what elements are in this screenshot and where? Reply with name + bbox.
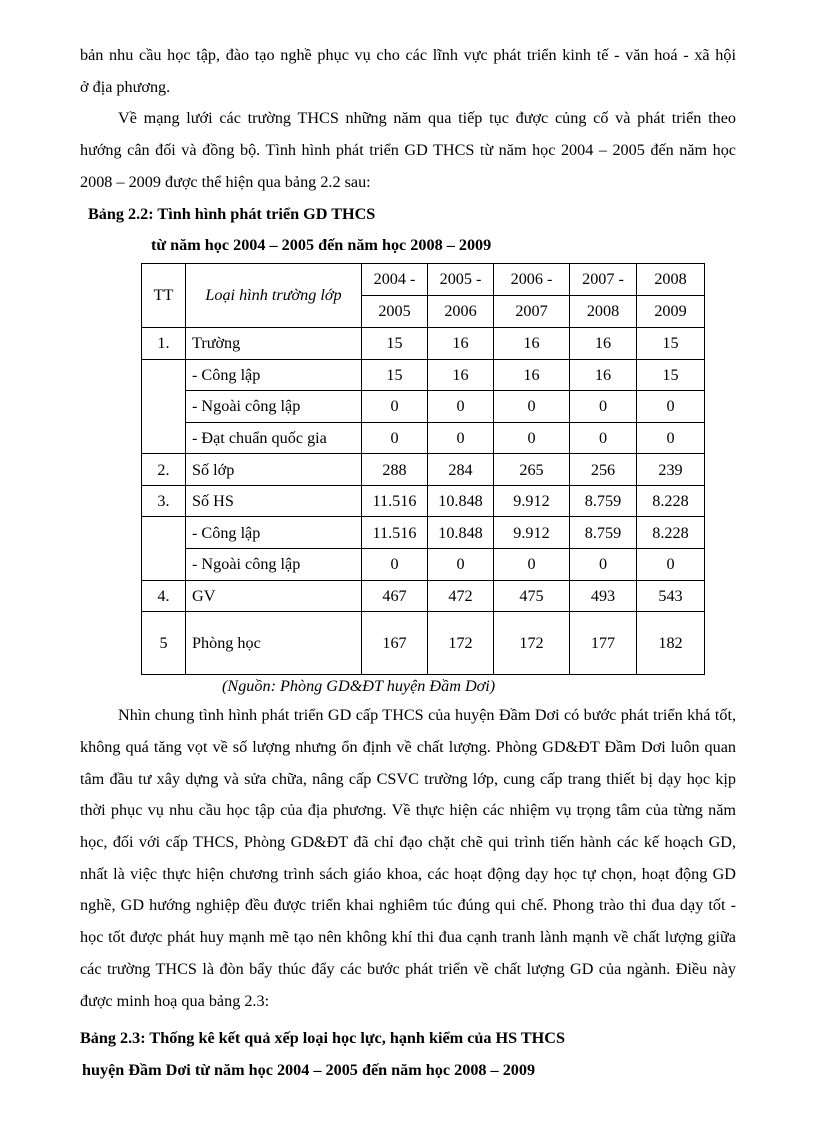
table22-value-cell: 8.759: [570, 517, 637, 549]
table22-value-cell: 256: [570, 454, 637, 486]
table22-label-cell: Số HS: [186, 485, 362, 517]
table22-header-year: 2006: [428, 295, 494, 327]
table22-value-cell: 265: [494, 454, 570, 486]
table22-value-cell: 182: [637, 612, 705, 675]
table22-header-year: 2009: [637, 295, 705, 327]
table22-label-cell: Số lớp: [186, 454, 362, 486]
table22-value-cell: 8.228: [637, 517, 705, 549]
table22-label-cell: - Công lập: [186, 359, 362, 391]
table22-value-cell: 0: [570, 391, 637, 423]
table22-value-cell: 0: [362, 391, 428, 423]
table22-value-cell: 493: [570, 580, 637, 612]
table22-value-cell: 16: [494, 359, 570, 391]
table22-label-cell: - Ngoài công lập: [186, 391, 362, 423]
paragraph-intro-line2: ở địa phương.: [80, 77, 171, 96]
table22-value-cell: 16: [494, 327, 570, 359]
table22-value-cell: 15: [362, 359, 428, 391]
table22-value-cell: 15: [637, 359, 705, 391]
table22-caption-line2: từ năm học 2004 – 2005 đến năm học 2008 – 2009: [151, 236, 492, 255]
table22-value-cell: 0: [362, 422, 428, 454]
table22-label-cell: - Đạt chuẩn quốc gia: [186, 422, 362, 454]
table22-value-cell: 9.912: [494, 517, 570, 549]
table22-value-cell: 0: [494, 391, 570, 423]
table22-source-note: (Nguồn: Phòng GD&ĐT huyện Đầm Dơi): [222, 677, 496, 696]
table22-value-cell: 0: [494, 422, 570, 454]
table22-tt-cell: 1.: [142, 327, 186, 359]
table22-value-cell: 472: [428, 580, 494, 612]
table22-header-year: 2008: [637, 263, 705, 295]
table22-header-year: 2008: [570, 295, 637, 327]
table-row: [142, 549, 705, 581]
table22-value-cell: 0: [494, 549, 570, 581]
table23-caption-line1: Bảng 2.3: Thống kê kết quả xếp loại học lực, hạnh kiểm của HS THCS: [80, 1029, 565, 1048]
table22-value-cell: 467: [362, 580, 428, 612]
table-row: [142, 580, 705, 612]
table-row: [142, 359, 705, 391]
table22-caption-line1: Bảng 2.2: Tình hình phát triển GD THCS: [88, 204, 376, 223]
table22-header-year: 2004 -: [362, 263, 428, 295]
table22-value-cell: 288: [362, 454, 428, 486]
table22-label-cell: - Ngoài công lập: [186, 549, 362, 581]
table22-header-year: 2005: [362, 295, 428, 327]
table22-value-cell: 167: [362, 612, 428, 675]
table22-value-cell: 543: [637, 580, 705, 612]
table22-header-year: 2006 -: [494, 263, 570, 295]
table22-value-cell: 11.516: [362, 517, 428, 549]
table22-value-cell: 16: [428, 327, 494, 359]
table22-header-row: [142, 263, 705, 295]
table22-header-year: 2007 -: [570, 263, 637, 295]
table22-label-cell: GV: [186, 580, 362, 612]
table22-header-year: 2007: [494, 295, 570, 327]
table22-value-cell: 9.912: [494, 485, 570, 517]
paragraph-intro-line1: bản nhu cầu học tập, đào tạo nghề phục vụ cho các lĩnh vực phát triển kinh tế - văn hoá - xã hội: [80, 46, 736, 64]
table-row: [142, 391, 705, 423]
table-row: [142, 327, 705, 359]
paragraph-network: Về mạng lưới các trường THCS những năm qua tiếp tục được củng cố và phát triển theo hướng cân đối và đồng bộ. Tình hình phát triển GD THCS từ năm học 2004 – 2005 đến năm học 2008 – 2009 được thể hiện qua bảng 2.2 sau:: [80, 109, 736, 191]
table22-value-cell: 475: [494, 580, 570, 612]
table22-value-cell: 10.848: [428, 517, 494, 549]
table22-value-cell: 16: [570, 359, 637, 391]
table22-value-cell: 0: [362, 549, 428, 581]
table22-value-cell: 0: [428, 422, 494, 454]
table-row: [142, 454, 705, 486]
table22-tt-cell: [142, 359, 186, 454]
table22-tt-cell: 2.: [142, 454, 186, 486]
document-page: [80, 40, 736, 1087]
table23-caption-line2: huyện Đầm Dơi từ năm học 2004 – 2005 đến năm học 2008 – 2009: [82, 1061, 536, 1079]
table-row: [142, 517, 705, 549]
table22-value-cell: 0: [637, 549, 705, 581]
table-row: [142, 422, 705, 454]
table22-value-cell: 15: [637, 327, 705, 359]
table22-tt-cell: 3.: [142, 485, 186, 517]
table22-value-cell: 16: [570, 327, 637, 359]
table22-value-cell: 15: [362, 327, 428, 359]
table22-value-cell: 239: [637, 454, 705, 486]
table22-tt-cell: 4.: [142, 580, 186, 612]
table22-value-cell: 16: [428, 359, 494, 391]
table-row: [142, 612, 705, 675]
table22-label-cell: - Công lập: [186, 517, 362, 549]
table22-value-cell: 0: [570, 422, 637, 454]
table22-header-type: Loại hình trường lớp: [186, 263, 362, 327]
table22-value-cell: 0: [637, 422, 705, 454]
table22-label-cell: Trường: [186, 327, 362, 359]
table22-value-cell: 11.516: [362, 485, 428, 517]
table-row: [142, 485, 705, 517]
table22-value-cell: 172: [428, 612, 494, 675]
paragraph-summary: Nhìn chung tình hình phát triển GD cấp THCS của huyện Đầm Dơi có bước phát triển khá tốt, không quá tăng vọt về số lượng nhưng ổn định về chất lượng. Phòng GD&ĐT Đầm Dơi luôn quan tâm đầu tư xây dựng và sửa chữa, nâng cấp CSVC trường lớp, cung cấp trang thiết bị dạy học kịp thời phục vụ nhu cầu học tập của địa phương. Về thực hiện các nhiệm vụ trọng tâm của từng năm học, đối với cấp THCS, Phòng GD&ĐT đã chỉ đạo chặt chẽ qui trình tiến hành các kế hoạch GD, nhất là việc thực hiện chương trình sách giáo khoa, các hoạt động dạy học tự chọn, hoạt động GD nghề, GD hướng nghiệp đều được triển khai nghiêm túc đúng qui chế. Phong trào thi đua dạy tốt - học tốt được phát huy mạnh mẽ tạo nên không khí thi đua cạnh tranh lành mạnh về chất lượng giữa các trường THCS là đòn bẩy thúc đẩy các bước phát triển về chất lượng GD của ngành. Điều này được minh hoạ qua bảng 2.3:: [80, 706, 736, 1010]
table22-tt-cell: [142, 517, 186, 580]
table22-value-cell: 0: [428, 391, 494, 423]
table22-value-cell: 284: [428, 454, 494, 486]
table22-value-cell: 177: [570, 612, 637, 675]
table22-label-cell: Phòng học: [186, 612, 362, 675]
table22-value-cell: 0: [637, 391, 705, 423]
table22-value-cell: 0: [570, 549, 637, 581]
table22-value-cell: 172: [494, 612, 570, 675]
table22-value-cell: 8.759: [570, 485, 637, 517]
table22-value-cell: 0: [428, 549, 494, 581]
table22-header-year: 2005 -: [428, 263, 494, 295]
table22-header-tt: TT: [142, 263, 186, 327]
table22-tt-cell: 5: [142, 612, 186, 675]
table22-value-cell: 10.848: [428, 485, 494, 517]
table22: [141, 263, 705, 675]
table22-value-cell: 8.228: [637, 485, 705, 517]
